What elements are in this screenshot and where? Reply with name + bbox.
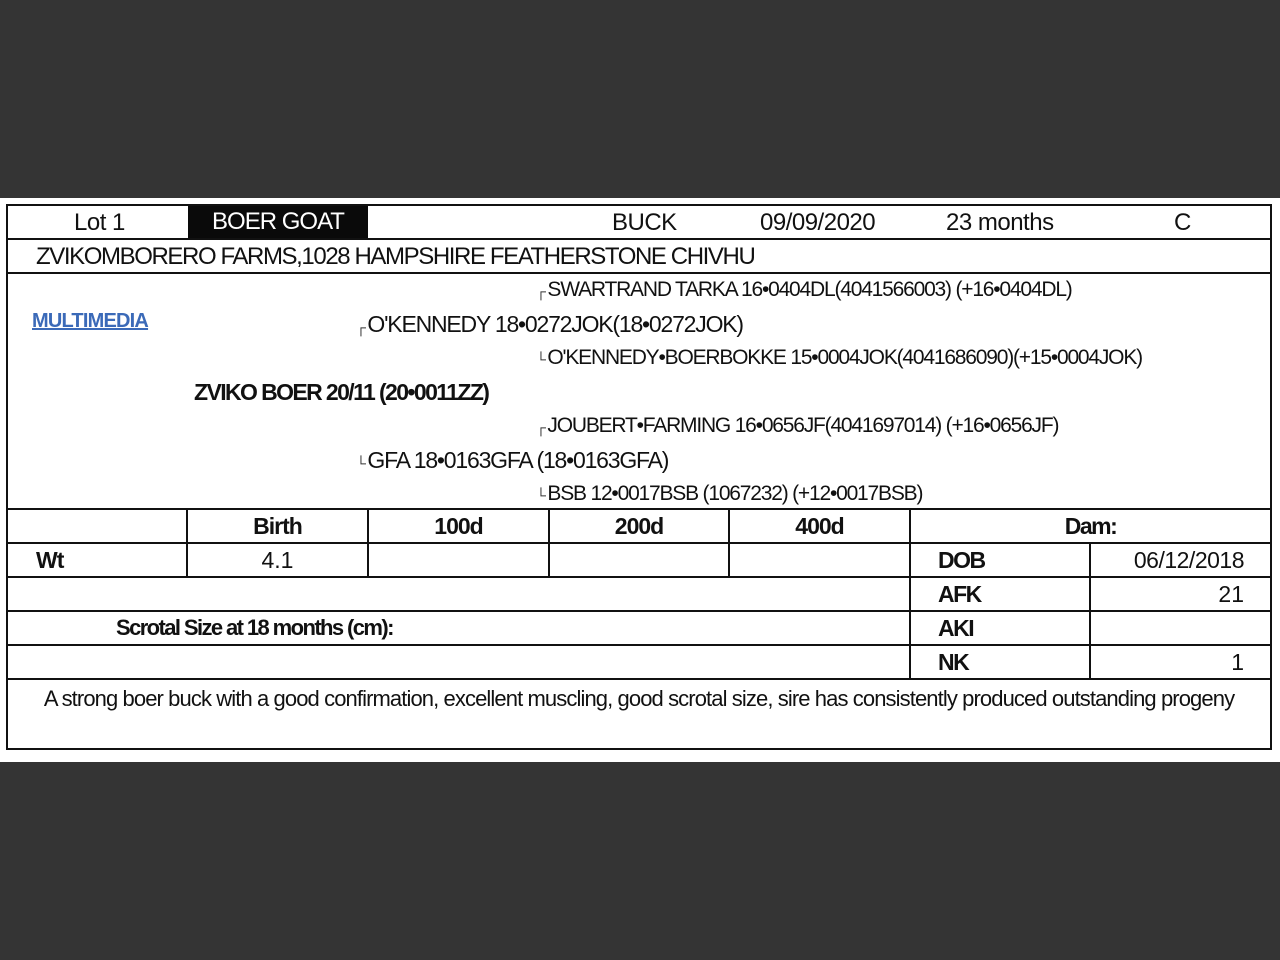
bracket-top-icon: ┌ bbox=[536, 419, 548, 435]
lot-card-sheet bbox=[0, 198, 1280, 762]
bracket-top-icon: ┌ bbox=[356, 319, 368, 335]
pedigree-dam-sire: ┌ JOUBERT•FARMING 16•0656JF(4041697014) (+16•0656JF) bbox=[536, 414, 1059, 437]
divider bbox=[8, 576, 1270, 578]
dam-afk-label: AFK bbox=[938, 581, 981, 607]
divider bbox=[8, 272, 1270, 274]
weight-header-100d: 100d bbox=[434, 513, 483, 539]
dam-dob-value: 06/12/2018 bbox=[1133, 547, 1244, 573]
lot-card bbox=[6, 204, 1272, 750]
dam-header: Dam: bbox=[1064, 513, 1117, 539]
bracket-top-icon: ┌ bbox=[536, 283, 548, 299]
scrotal-size-label: Scrotal Size at 18 months (cm): bbox=[116, 615, 393, 640]
pedigree-dam: └ GFA 18•0163GFA (18•0163GFA) bbox=[356, 447, 669, 473]
bracket-bottom-icon: └ bbox=[536, 487, 548, 503]
weight-header-birth: Birth bbox=[253, 513, 302, 539]
age-label: 23 months bbox=[946, 209, 1054, 236]
grade-label: C bbox=[1174, 209, 1191, 236]
birth-date: 09/09/2020 bbox=[760, 209, 876, 236]
pedigree-animal: ZVIKO BOER 20/11 (20•0011ZZ) bbox=[194, 379, 489, 405]
dam-aki-label: AKI bbox=[938, 615, 974, 641]
bracket-bottom-icon: └ bbox=[536, 351, 548, 367]
pedigree-sire-dam: └ O'KENNEDY•BOERBOKKE 15•0004JOK(4041686090)(+15•0004JOK) bbox=[536, 346, 1142, 369]
pedigree-dam-dam: └ BSB 12•0017BSB (1067232) (+12•0017BSB) bbox=[536, 482, 923, 505]
divider bbox=[8, 678, 1270, 680]
sex-label: BUCK bbox=[612, 209, 677, 236]
weight-birth-value: 4.1 bbox=[261, 547, 294, 573]
pedigree-sire: ┌ O'KENNEDY 18•0272JOK(18•0272JOK) bbox=[356, 311, 743, 337]
dam-dob-label: DOB bbox=[938, 547, 985, 573]
weight-row-label: Wt bbox=[36, 547, 64, 573]
divider bbox=[8, 644, 1270, 646]
lot-number: Lot 1 bbox=[74, 209, 125, 236]
bracket-bottom-icon: └ bbox=[356, 455, 368, 471]
weight-header-200d: 200d bbox=[614, 513, 664, 539]
dam-nk-value: 1 bbox=[1231, 649, 1244, 675]
pedigree-sire-sire: ┌ SWARTRAND TARKA 16•0404DL(4041566003) (+16•0404DL) bbox=[536, 278, 1072, 301]
dam-afk-value: 21 bbox=[1218, 581, 1244, 607]
breed-badge: BOER GOAT bbox=[188, 206, 368, 238]
weight-header-400d: 400d bbox=[795, 513, 844, 539]
dam-nk-label: NK bbox=[938, 649, 969, 675]
multimedia-link[interactable]: MULTIMEDIA bbox=[32, 310, 149, 332]
lot-description: A strong boer buck with a good confirmation, excellent muscling, good scrotal size, sire has consistently produced outstanding progeny bbox=[43, 686, 1235, 711]
breeder-address: ZVIKOMBORERO FARMS,1028 HAMPSHIRE FEATHERSTONE CHIVHU bbox=[36, 243, 755, 270]
column-divider bbox=[1089, 542, 1091, 680]
